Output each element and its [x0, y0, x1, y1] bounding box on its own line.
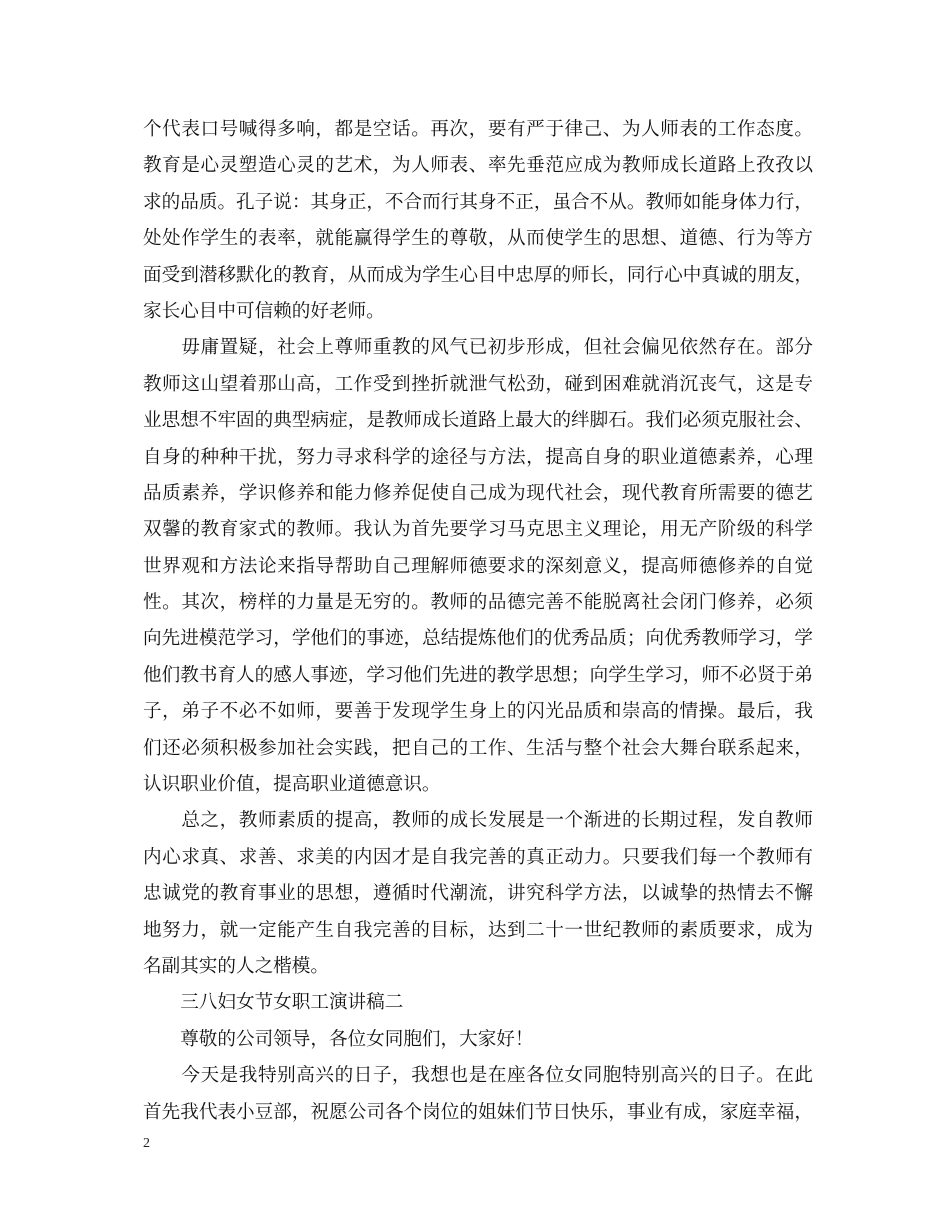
text-line: 双馨的教育家式的教师。我认为首先要学习马克思主义理论，用无产阶级的科学 [143, 519, 813, 541]
text-line: 首先我代表小豆部，祝愿公司各个岗位的姐妹们节日快乐，事业有成，家庭幸福， [143, 1101, 813, 1123]
section-heading: 三八妇女节女职工演讲稿二 [143, 992, 404, 1014]
text-line: 教师这山望着那山高，工作受到挫折就泄气松劲，碰到困难就消沉丧气，这是专 [143, 373, 813, 395]
text-line: 向先进模范学习，学他们的事迹，总结提炼他们的优秀品质；向优秀教师学习，学 [143, 628, 813, 650]
text-line: 自身的种种干扰，努力寻求科学的途径与方法，提高自身的职业道德素养，心理 [143, 446, 813, 468]
page-number: 2 [143, 1136, 150, 1151]
text-line: 家长心目中可信赖的好老师。 [143, 300, 385, 322]
text-line: 今天是我特别高兴的日子，我想也是在座各位女同胞特别高兴的日子。在此 [143, 1065, 813, 1087]
text-line: 品质素养，学识修养和能力修养促使自己成为现代社会，现代教育所需要的德艺 [143, 482, 813, 504]
body-text [143, 112, 813, 1131]
text-line: 地努力，就一定能产生自我完善的目标，达到二十一世纪教师的素质要求，成为 [143, 919, 813, 941]
text-line: 子，弟子不必不如师，要善于发现学生身上的闪光品质和崇高的情操。最后，我 [143, 701, 813, 723]
text-line: 认识职业价值，提高职业道德意识。 [143, 774, 441, 796]
text-line: 教育是心灵塑造心灵的艺术，为人师表、率先垂范应成为教师成长道路上孜孜以 [143, 155, 813, 177]
text-line: 业思想不牢固的典型病症，是教师成长道路上最大的绊脚石。我们必须克服社会、 [143, 410, 813, 432]
text-line: 面受到潜移默化的教育，从而成为学生心目中忠厚的师长，同行心中真诚的朋友， [143, 264, 813, 286]
text-line: 个代表口号喊得多响，都是空话。再次，要有严于律己、为人师表的工作态度。 [143, 119, 813, 140]
text-line: 毋庸置疑，社会上尊师重教的风气已初步形成，但社会偏见依然存在。部分 [143, 337, 813, 359]
text-line: 忠诚党的教育事业的思想，遵循时代潮流，讲究科学方法，以诚挚的热情去不懈 [143, 883, 813, 905]
text-line: 们还必须积极参加社会实践，把自己的工作、生活与整个社会大舞台联系起来， [143, 737, 813, 759]
text-line: 名副其实的人之楷模。 [143, 955, 329, 977]
salutation-line: 尊敬的公司领导，各位女同胞们，大家好！ [143, 1028, 534, 1050]
text-line: 内心求真、求善、求美的内因才是自我完善的真正动力。只要我们每一个教师有 [143, 846, 813, 868]
text-line: 求的品质。孔子说：其身正，不合而行其身不正，虽合不从。教师如能身体力行， [143, 191, 813, 213]
text-line: 性。其次，榜样的力量是无穷的。教师的品德完善不能脱离社会闭门修养，必须 [143, 592, 813, 614]
text-line: 总之，教师素质的提高，教师的成长发展是一个渐进的长期过程，发自教师 [143, 810, 813, 832]
text-line: 他们教书育人的感人事迹，学习他们先进的教学思想；向学生学习，师不必贤于弟 [143, 664, 813, 686]
text-line: 处处作学生的表率，就能赢得学生的尊敬，从而使学生的思想、道德、行为等方 [143, 228, 813, 250]
text-line: 世界观和方法论来指导帮助自己理解师德要求的深刻意义，提高师德修养的自觉 [143, 555, 813, 577]
